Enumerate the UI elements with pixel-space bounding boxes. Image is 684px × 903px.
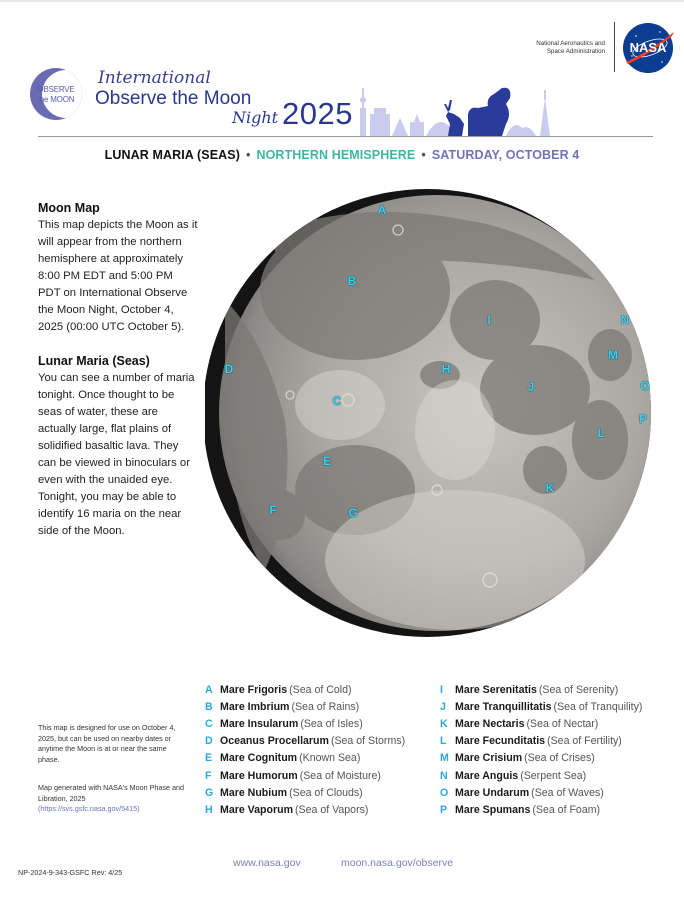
- legend-column-2: [440, 681, 642, 819]
- legend-item: C Mare Insularum (Sea of Isles): [205, 717, 363, 730]
- map-label-m: M: [608, 348, 618, 362]
- map-label-h: H: [441, 362, 451, 376]
- legend-column-1: [205, 681, 405, 819]
- title-year: 2025: [282, 96, 353, 131]
- logo-line2: the MOON: [37, 95, 75, 104]
- map-label-i: I: [487, 313, 491, 327]
- map-label-d: D: [224, 362, 234, 376]
- info-column: [38, 200, 198, 540]
- svg-text:NASA: NASA: [629, 40, 667, 55]
- title-night: Night: [232, 108, 279, 127]
- legend-item: H Mare Vaporum (Sea of Vapors): [205, 803, 369, 816]
- legend-item: N Mare Anguis (Serpent Sea): [440, 769, 587, 782]
- observer-silhouette-icon: [444, 88, 510, 136]
- map-label-a: A: [377, 203, 387, 217]
- agency-name: National Aeronautics and Space Administration: [536, 40, 605, 55]
- observe-the-moon-logo: [30, 68, 82, 120]
- map-label-o: O: [640, 379, 650, 393]
- legend-item: D Oceanus Procellarum (Sea of Storms): [205, 735, 406, 748]
- credit-link[interactable]: (https://svs.gsfc.nasa.gov/5415): [38, 804, 140, 813]
- map-label-j: J: [527, 380, 535, 394]
- credit-text: Map generated with NASA's Moon Phase and Libration, 2025: [38, 783, 185, 803]
- map-label-b: B: [347, 274, 357, 288]
- lunar-maria-body: You can see a number of maria tonight. Once thought to be seas of water, these are actually large, flat plains of solidified basaltic lava. They can be viewed in binoculars or even with the unaided eye. Tonight, you may be able to identify 16 maria on the near side of the Moon.: [38, 372, 195, 537]
- legend-item: E Mare Cognitum (Known Sea): [205, 752, 361, 765]
- map-label-n: N: [620, 313, 630, 327]
- map-label-p: P: [638, 412, 648, 426]
- legend-item: L Mare Fecunditatis (Sea of Fertility): [440, 735, 622, 748]
- legend-item: G Mare Nubium (Sea of Clouds): [205, 786, 363, 799]
- map-label-f: F: [269, 503, 277, 517]
- map-label-e: E: [322, 454, 332, 468]
- header-rule: [38, 136, 653, 137]
- credit-note: [38, 783, 188, 815]
- legend-item: F Mare Humorum (Sea of Moisture): [205, 769, 381, 782]
- header-divider: [614, 22, 615, 72]
- top-border: [0, 0, 684, 2]
- map-label-c: C: [332, 394, 342, 408]
- nasa-website-link[interactable]: www.nasa.gov: [233, 857, 301, 869]
- subtitle-topic: LUNAR MARIA (SEAS): [104, 148, 240, 162]
- lunar-maria-heading: Lunar Maria (Seas): [38, 354, 150, 368]
- nasa-logo-icon: [622, 22, 674, 74]
- separator: •: [421, 148, 426, 162]
- subtitle-bar: [0, 148, 684, 162]
- separator: •: [246, 148, 251, 162]
- title-main: Observe the Moon: [95, 88, 252, 109]
- map-label-k: K: [545, 481, 555, 495]
- observe-website-link[interactable]: moon.nasa.gov/observe: [341, 857, 454, 869]
- legend-item: M Mare Crisium (Sea of Crises): [440, 752, 595, 765]
- logo-line1: OBSERVE: [37, 85, 75, 94]
- map-label-l: L: [597, 426, 605, 440]
- map-label-g: G: [348, 506, 358, 520]
- moon-map-heading: Moon Map: [38, 201, 100, 215]
- legend-item: B Mare Imbrium (Sea of Rains): [205, 700, 360, 713]
- legend-item: K Mare Nectaris (Sea of Nectar): [440, 717, 599, 730]
- legend-item: O Mare Undarum (Sea of Waves): [440, 786, 604, 799]
- moon-image: [205, 170, 665, 660]
- legend-item: A Mare Frigoris (Sea of Cold): [205, 683, 352, 696]
- moon-map: [205, 170, 665, 660]
- title-international: International: [98, 68, 211, 88]
- usage-note: This map is designed for use on October 4, 2025, but can be used on nearby dates or anytime the Moon is at or near the same phase.: [38, 723, 176, 764]
- subtitle-date: SATURDAY, OCTOBER 4: [431, 148, 580, 162]
- skyline-illustration: [356, 78, 556, 136]
- legend-item: J Mare Tranquillitatis (Sea of Tranquility): [440, 700, 643, 713]
- document-id: NP-2024-9-343-GSFC Rev: 4/25: [18, 868, 123, 877]
- subtitle-hemisphere: NORTHERN HEMISPHERE: [256, 148, 416, 162]
- legend-item: P Mare Spumans (Sea of Foam): [440, 803, 601, 816]
- legend-item: I Mare Serenitatis (Sea of Serenity): [440, 683, 619, 696]
- moon-map-body: This map depicts the Moon as it will appear from the northern hemisphere at approximately 8:00 PM EDT and 5:00 PM PDT on International Observe the Moon Night, October 4, 2025 (00:00 UTC October 5).: [38, 219, 198, 333]
